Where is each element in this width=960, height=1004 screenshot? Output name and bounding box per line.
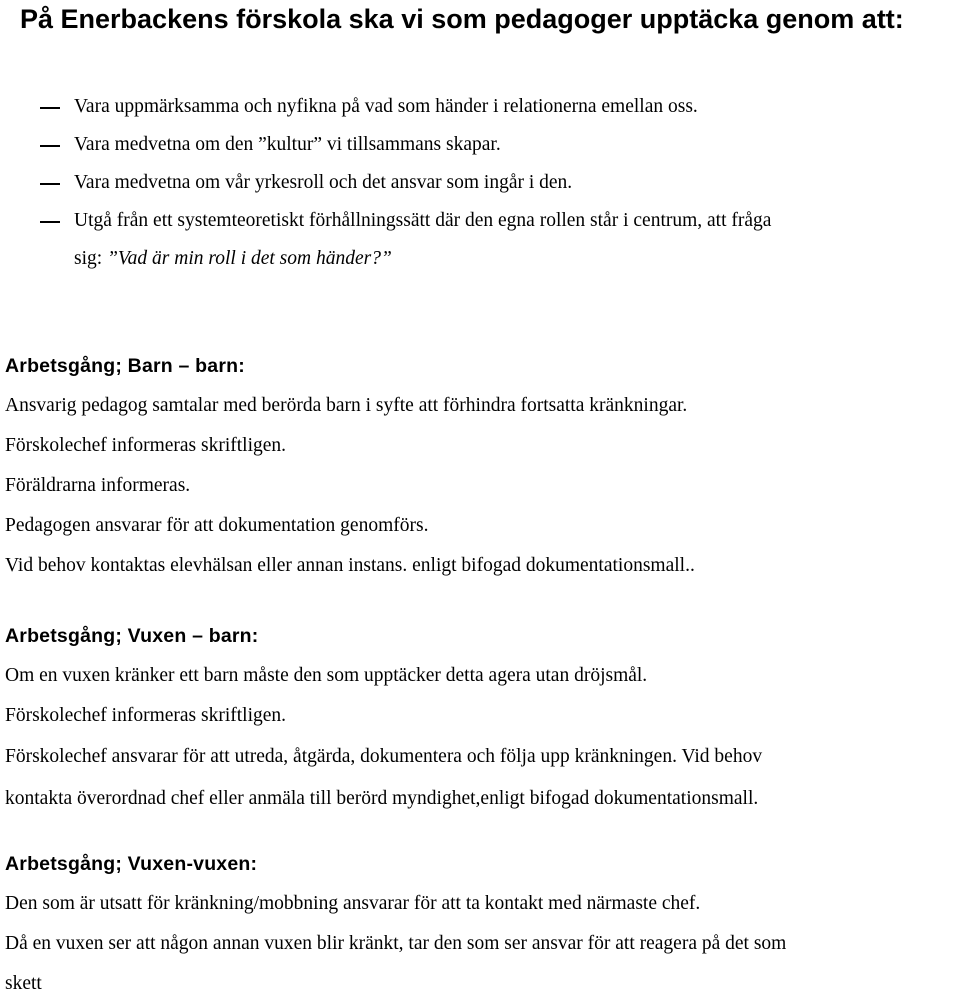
page-title: På Enerbackens förskola ska vi som pedagoger upptäcka genom att: xyxy=(20,4,904,34)
section-vuxen-vuxen xyxy=(5,844,960,1004)
bullet-list xyxy=(0,88,960,278)
bullet-text: Vara medvetna om den ”kultur” vi tillsammans skapar. xyxy=(74,134,501,155)
paragraph-line: kontakta överordnad chef eller anmäla till berörd myndighet,enligt bifogad dokumentationsmall. xyxy=(5,788,759,809)
paragraph-line: Om en vuxen kränker ett barn måste den som upptäcker detta agera utan dröjsmål. xyxy=(5,665,648,686)
paragraph-line: Förskolechef ansvarar för att utreda, åtgärda, dokumentera och följa upp kränkningen. Vid behov xyxy=(5,746,763,767)
section-heading: Arbetsgång; Vuxen-vuxen: xyxy=(5,853,258,875)
dash-bullet-icon xyxy=(40,183,60,185)
bullet-text: Utgå från ett systemteoretiskt förhållningssätt där den egna rollen står i centrum, att fråga xyxy=(74,210,772,231)
paragraph-line: Föräldrarna informeras. xyxy=(5,475,191,496)
bullet-text: Vara uppmärksamma och nyfikna på vad som händer i relationerna emellan oss. xyxy=(74,96,698,117)
bullet-cont-prefix: sig: xyxy=(74,248,108,269)
dash-bullet-icon xyxy=(40,221,60,223)
bullet-quote: ”Vad är min roll i det som händer?” xyxy=(107,248,392,269)
paragraph-line: Förskolechef informeras skriftligen. xyxy=(5,435,287,456)
bullet-item xyxy=(0,202,960,278)
bullet-text: Vara medvetna om vår yrkesroll och det ansvar som ingår i den. xyxy=(74,172,573,193)
paragraph-line: Förskolechef informeras skriftligen. xyxy=(5,705,287,726)
bullet-continuation xyxy=(74,240,960,278)
bullet-item xyxy=(0,126,960,164)
paragraph-line: Den som är utsatt för kränkning/mobbning ansvarar för att ta kontakt med närmaste chef. xyxy=(5,893,701,914)
paragraph-line: Då en vuxen ser att någon annan vuxen blir kränkt, tar den som ser ansvar för att reagera på det som xyxy=(5,933,787,954)
section-heading: Arbetsgång; Vuxen – barn: xyxy=(5,625,259,647)
paragraph-line: Vid behov kontaktas elevhälsan eller annan instans. enligt bifogad dokumentationsmall.. xyxy=(5,555,695,576)
bullet-item xyxy=(0,88,960,126)
bullet-item xyxy=(0,164,960,202)
section-vuxen-barn xyxy=(5,616,960,820)
section-barn-barn xyxy=(5,346,960,586)
paragraph-line: Pedagogen ansvarar för att dokumentation genomförs. xyxy=(5,515,429,536)
section-heading: Arbetsgång; Barn – barn: xyxy=(5,355,245,377)
paragraph-line: skett xyxy=(5,973,42,994)
paragraph-line: Ansvarig pedagog samtalar med berörda barn i syfte att förhindra fortsatta kränkningar. xyxy=(5,395,688,416)
dash-bullet-icon xyxy=(40,107,60,109)
dash-bullet-icon xyxy=(40,145,60,147)
